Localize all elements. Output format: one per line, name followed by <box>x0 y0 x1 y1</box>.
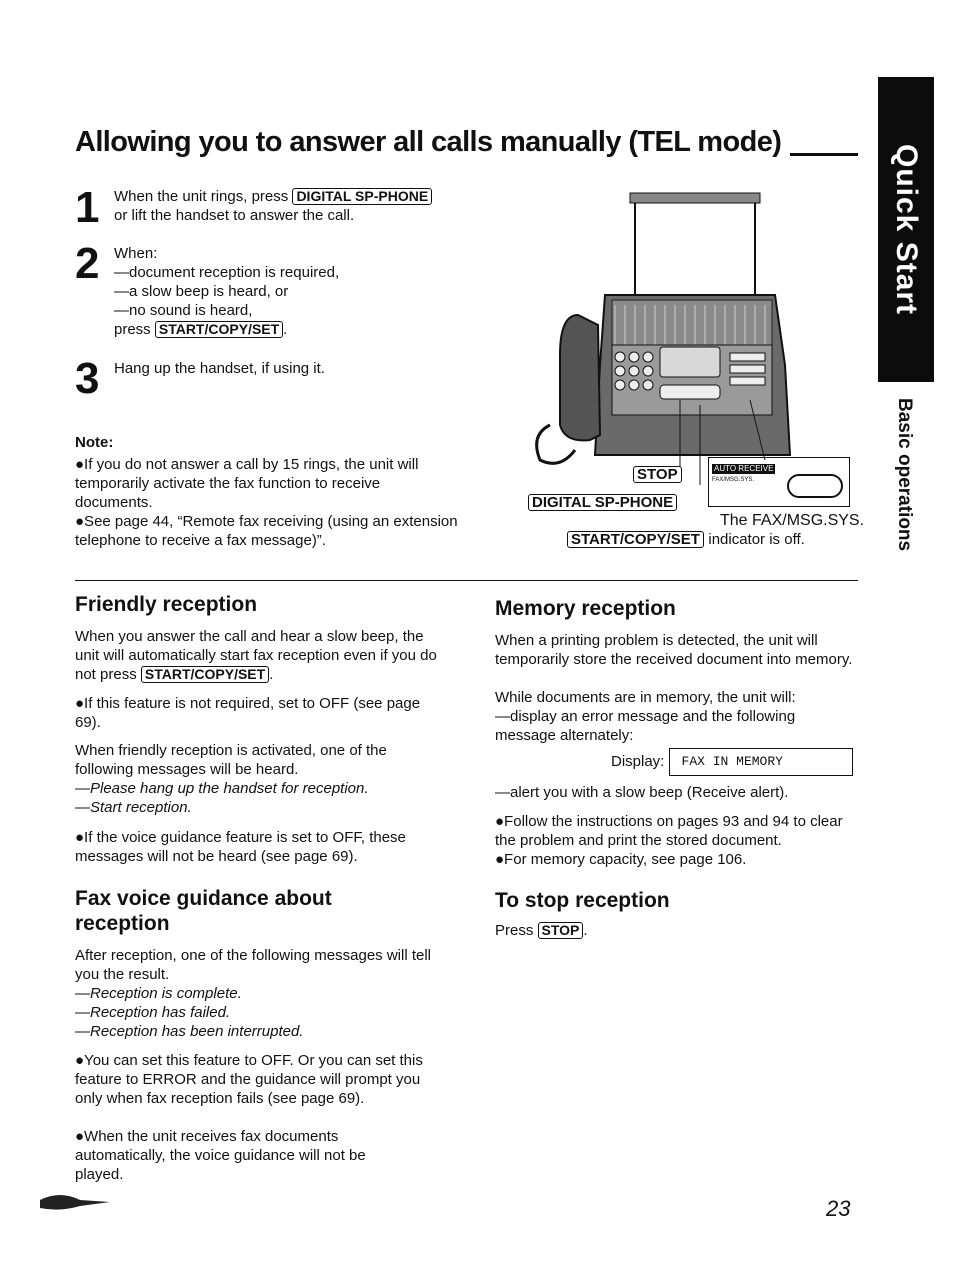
press-text: Press <box>495 922 534 939</box>
start-copy-set-key: START/COPY/SET <box>141 666 269 683</box>
friendly-text: When you answer the call and hear a slow beep, the unit will automatically start fax reception even if you do not press <box>75 628 437 683</box>
section-divider <box>75 580 858 581</box>
display-value-box: FAX IN MEMORY <box>669 748 853 776</box>
friendly-reception-heading: Friendly reception <box>75 593 258 616</box>
figure-caption-line-2: indicator is off. <box>708 531 805 548</box>
fax-voice-paragraph: After reception, one of the following messages will tell you the result. <box>75 947 432 983</box>
fax-msg-sys-small-label: FAX/MSG.SYS. <box>712 477 755 483</box>
period: . <box>269 666 274 683</box>
memory-display-row <box>611 748 853 776</box>
friendly-paragraph-2: When friendly reception is activated, one of the following messages will be heard. <box>75 742 387 778</box>
figure-start-key-wrap <box>567 530 805 549</box>
memory-reception-heading: Memory reception <box>495 597 676 620</box>
step-2-line: —document reception is required, <box>114 264 340 281</box>
step-2-text <box>114 244 494 339</box>
period: . <box>283 321 288 338</box>
page-number: 23 <box>826 1196 851 1221</box>
side-tab <box>878 77 934 382</box>
step-number: 3 <box>75 354 100 403</box>
fax-voice-message: —Reception is complete. <box>75 985 242 1002</box>
fax-voice-bullet: ●When the unit receives fax documents automatically, the voice guidance will not be played. <box>75 1128 366 1183</box>
auto-receive-panel <box>708 457 850 507</box>
start-copy-set-key: START/COPY/SET <box>155 321 283 338</box>
side-tab-label: Quick Start <box>890 143 923 316</box>
section-tab <box>884 398 924 588</box>
fax-machine-illustration <box>520 185 860 485</box>
step-2-line: When: <box>114 245 158 262</box>
memory-bullet: ●Follow the instructions on pages 93 and 94 to clear the problem and print the stored document. <box>495 813 843 849</box>
step-1-line-2: or lift the handset to answer the call. <box>114 207 355 224</box>
note-heading: Note: <box>75 434 114 451</box>
start-copy-set-key: START/COPY/SET <box>567 531 704 548</box>
fax-voice-heading: Fax voice guidance about reception <box>75 887 332 935</box>
title-rule <box>790 153 858 156</box>
friendly-message: —Start reception. <box>75 799 192 816</box>
period: . <box>583 922 588 939</box>
fax-voice-message: —Reception has failed. <box>75 1004 231 1021</box>
memory-dash-item: —alert you with a slow beep (Receive alert). <box>495 784 789 801</box>
friendly-message: —Please hang up the handset for reception. <box>75 780 369 797</box>
step-2-press: press <box>114 321 151 338</box>
step-2-line: —a slow beep is heard, or <box>114 283 289 300</box>
step-1-text <box>114 187 494 225</box>
figure-stop-key-wrap <box>633 466 682 484</box>
fax-voice-message: —Reception has been interrupted. <box>75 1023 304 1040</box>
section-tab-label: Basic operations <box>894 398 915 552</box>
step-number: 1 <box>75 183 100 232</box>
stop-key: STOP <box>633 466 682 483</box>
note-item: ●See page 44, “Remote fax receiving (using an extension telephone to receive a fax message)”. <box>75 513 458 549</box>
stop-reception-text <box>495 921 588 940</box>
friendly-bullet: ●If this feature is not required, set to OFF (see page 69). <box>75 695 421 731</box>
page-title: Allowing you to answer all calls manually (TEL mode) <box>75 126 782 158</box>
display-label: Display: <box>611 752 665 770</box>
note-item: ●If you do not answer a call by 15 rings, the unit will temporarily activate the fax function to receive documents. <box>75 456 419 511</box>
step-3-text: Hang up the handset, if using it. <box>114 360 325 377</box>
memory-paragraph-2: While documents are in memory, the unit will: <box>495 689 796 706</box>
fax-voice-bullet: ●You can set this feature to OFF. Or you can set this feature to ERROR and the guidance will prompt you only when fax reception fails (see page 69). <box>75 1052 423 1107</box>
auto-receive-label: AUTO RECEIVE <box>714 464 774 473</box>
handset-icon <box>560 315 600 440</box>
auto-receive-button-icon <box>787 474 843 498</box>
digital-sp-phone-key: DIGITAL SP-PHONE <box>528 494 677 511</box>
step-2-line: —no sound is heard, <box>114 302 253 319</box>
memory-paragraph: When a printing problem is detected, the unit will temporarily store the received document into memory. <box>495 632 853 668</box>
step-1-line: When the unit rings, press <box>114 188 289 205</box>
stop-reception-heading: To stop reception <box>495 889 670 912</box>
step-number: 2 <box>75 239 100 288</box>
display-window <box>660 347 720 377</box>
friendly-paragraph <box>75 627 450 684</box>
figure-caption-line-1: The FAX/MSG.SYS. <box>720 512 865 529</box>
memory-dash-item: —display an error message and the following message alternately: <box>495 708 796 744</box>
digital-sp-phone-key: DIGITAL SP-PHONE <box>292 188 432 205</box>
figure-digital-key-wrap <box>528 494 677 512</box>
memory-bullet: ●For memory capacity, see page 106. <box>495 851 747 868</box>
stop-key: STOP <box>538 922 584 939</box>
scan-smudge <box>40 1188 120 1218</box>
friendly-bullet: ●If the voice guidance feature is set to OFF, these messages will not be heard (see page 69). <box>75 829 406 865</box>
